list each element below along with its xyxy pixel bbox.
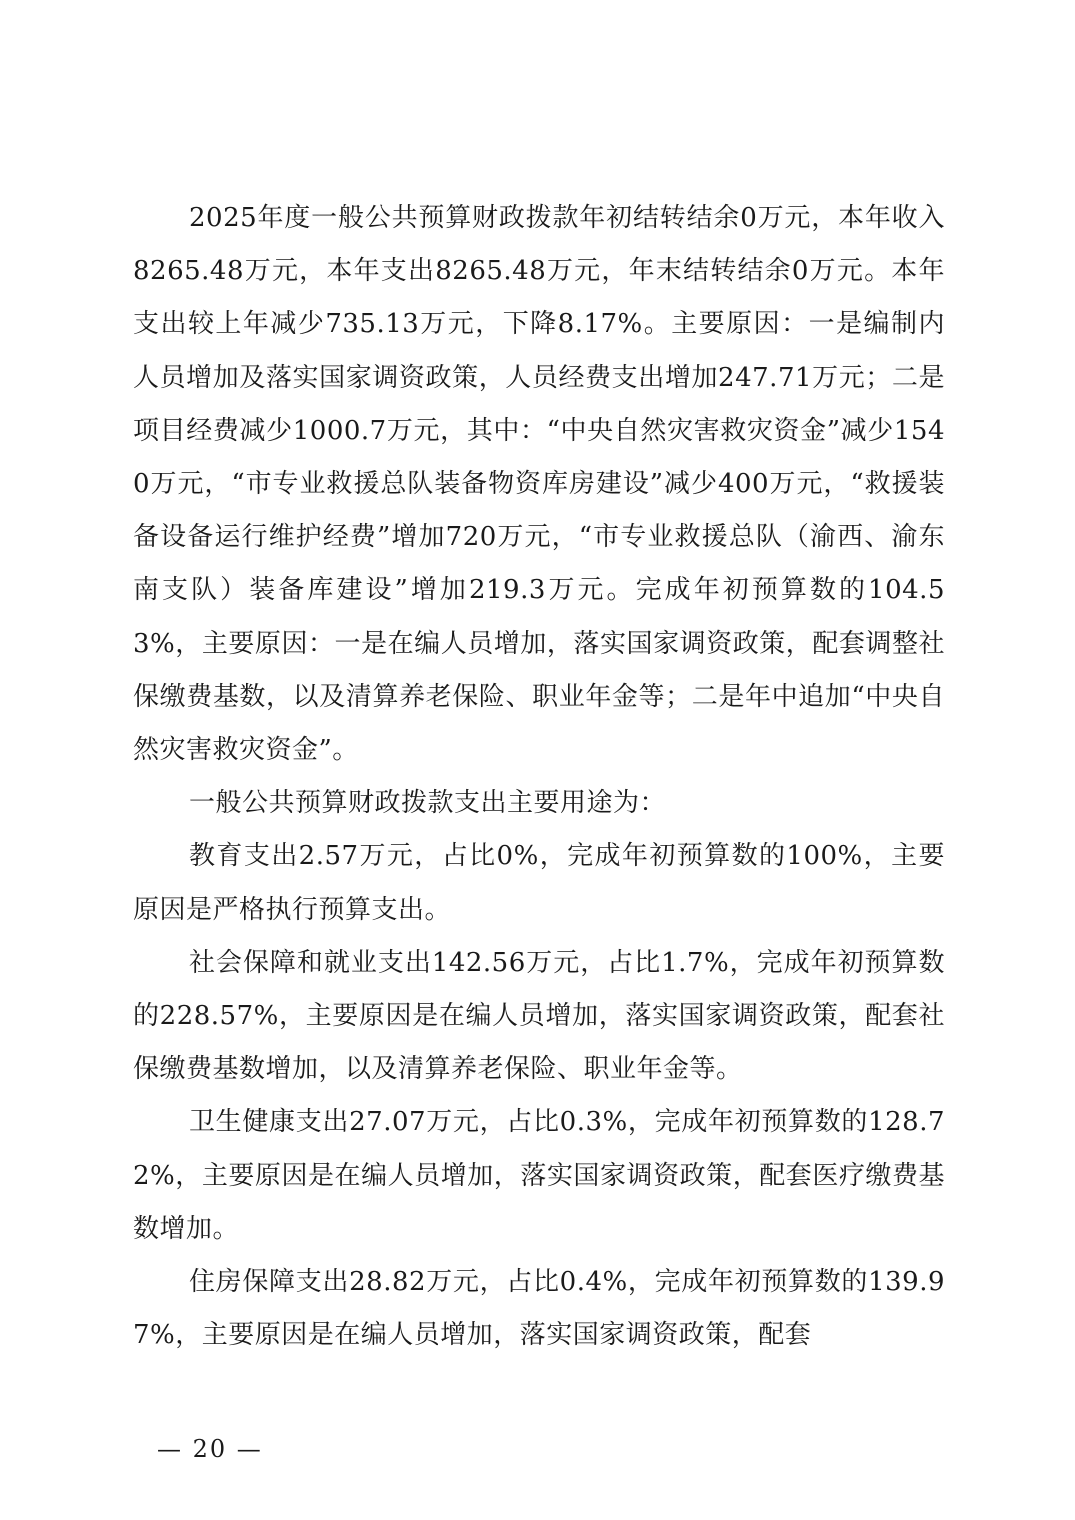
paragraph-budget-summary: 2025年度一般公共预算财政拨款年初结转结余0万元，本年收入8265.48万元，本年支出8265.48万元，年末结转结余0万元。本年支出较上年减少735.13万元，下降8.17%。主要原因：一是编制内人员增加及落实国家调资政策，人员经费支出增加247.71万元；二是项目经费减少1000.7万元，其中：“中央自然灾害救灾资金”减少1540万元，“市专业救援总队装备物资库房建设”减少400万元，“救援装备设备运行维护经费”增加720万元，“市专业救援总队（渝西、渝东南支队）装备库建设”增加219.3万元。完成年初预算数的104.53%，主要原因：一是在编人员增加，落实国家调资政策，配套调整社保缴费基数，以及清算养老保险、职业年金等；二是年中追加“中央自然灾害救灾资金”。 (133, 203, 945, 766)
paragraph-social-security-expenditure: 社会保障和就业支出142.56万元，占比1.7%，完成年初预算数的228.57%，主要原因是在编人员增加，落实国家调资政策，配套社保缴费基数增加，以及清算养老保险、职业年金等。 (133, 947, 945, 1085)
paragraph-education-expenditure: 教育支出2.57万元，占比0%，完成年初预算数的100%，主要原因是严格执行预算支出。 (133, 841, 945, 925)
paragraph-health-expenditure: 卫生健康支出27.07万元，占比0.3%，完成年初预算数的128.72%，主要原因是在编人员增加，落实国家调资政策，配套医疗缴费基数增加。 (133, 1107, 945, 1244)
body-text (133, 192, 945, 1362)
page-number: — 20 — (157, 1435, 263, 1463)
paragraph-housing-expenditure: 住房保障支出28.82万元，占比0.4%，完成年初预算数的139.97%，主要原因是在编人员增加，落实国家调资政策，配套 (133, 1267, 945, 1351)
paragraph-expenditure-uses-heading: 一般公共预算财政拨款支出主要用途为： (189, 788, 667, 819)
